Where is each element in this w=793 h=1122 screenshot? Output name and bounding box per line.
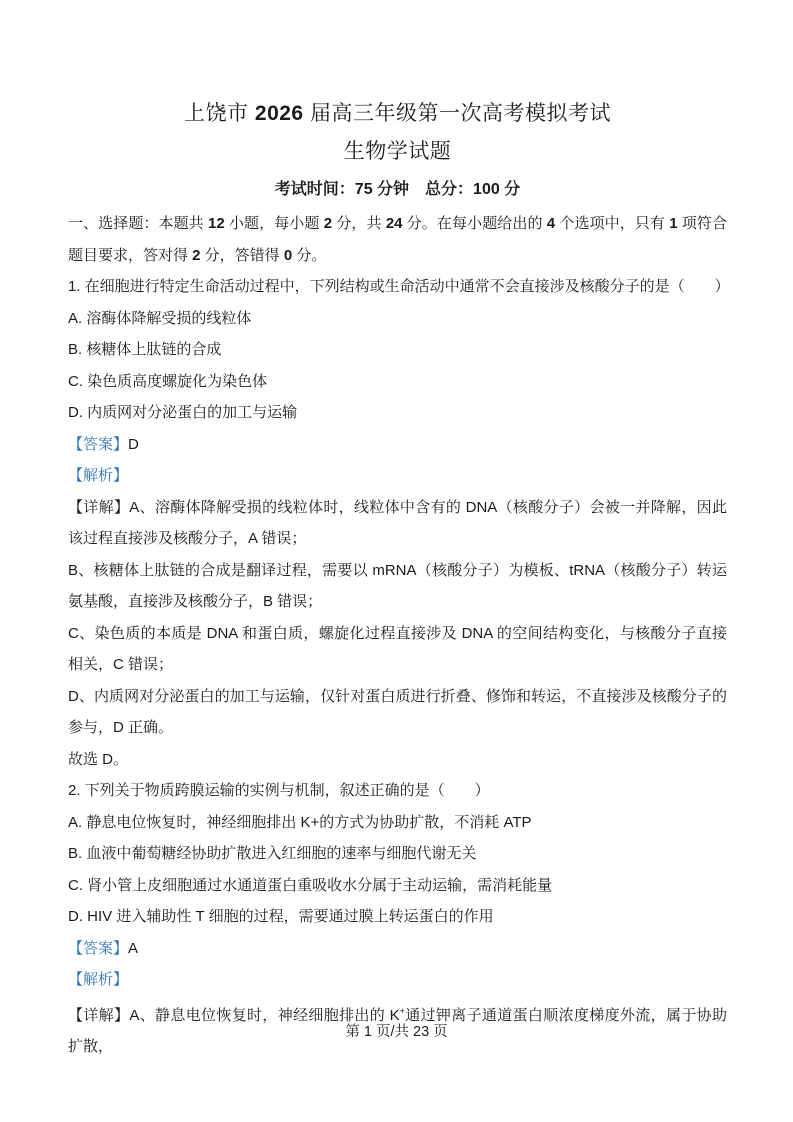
text-segment: D. 内质网对分泌蛋白的加工与运输 (68, 404, 298, 421)
text-segment: 分。在每小题给出的 (402, 215, 547, 232)
text-segment: 通过钾离子通道蛋白顺浓度梯度外流，属于协助扩散， (68, 1006, 727, 1055)
text-segment: B、核糖体上肽链的合成是翻译过程，需要以 mRNA（核酸分子）为模板、tRNA（核酸分子）转运氨基酸，直接涉及核酸分子，B 错误； (68, 561, 727, 610)
text-segment: D、内质网对分泌蛋白的加工与运输，仅针对蛋白质进行折叠、修饰和转运，不直接涉及核酸分子的参与，D 正确。 (68, 687, 727, 736)
section-header (68, 208, 727, 271)
question-2-option-a (68, 807, 727, 839)
page-footer (0, 1020, 793, 1044)
question-1-stem (68, 271, 730, 303)
text-segment: 【详解】A、静息电位恢复时，神经细胞排出的 K (68, 1006, 400, 1024)
text-segment: D. HIV 进入辅助性 T 细胞的过程，需要通过膜上转运蛋白的作用 (68, 908, 494, 925)
text-segment: 考试时间： (274, 181, 355, 198)
question-1-option-a (68, 303, 727, 335)
question-2-option-b (68, 838, 727, 870)
text-segment: 2026 (254, 102, 304, 125)
text-segment: 分 (499, 181, 521, 198)
text-segment: A (128, 939, 139, 957)
question-2-stem (68, 775, 727, 807)
label-tag: 【答案】 (68, 939, 129, 957)
text-segment: 分，共 (332, 215, 386, 232)
text-segment: 届高三年级第一次高考模拟考试 (303, 102, 611, 125)
question-1-option-c (68, 366, 727, 398)
question-2-analysis-label (68, 964, 727, 996)
exam-subtitle (68, 132, 727, 172)
question-1-detail-a (68, 492, 727, 555)
text-segment: 12 (208, 215, 225, 232)
question-1-detail-c (68, 618, 727, 681)
text-segment: 项符合题目要求，答对得 (68, 215, 727, 264)
text-segment: 4 (546, 215, 556, 232)
text-segment: 24 (385, 215, 403, 232)
text-segment: A. 静息电位恢复时，神经细胞排出 K+的方式为协助扩散，不消耗 ATP (68, 813, 532, 831)
text-segment: 1. 在细胞进行特定生命活动过程中，下列结构或生命活动中通常不会直接涉及核酸分子的是（ ） (68, 278, 730, 295)
text-segment: 【详解】A、溶酶体降解受损的线粒体时，线粒体中含有的 DNA（核酸分子）会被一并降解，因此该过程直接涉及核酸分子，A 错误； (68, 498, 727, 547)
text-segment: 分钟 总分： (372, 181, 474, 198)
text-segment: B. 血液中葡萄糖经协助扩散进入红细胞的速率与细胞代谢无关 (68, 845, 477, 862)
text-segment: 一、选择题：本题共 (68, 215, 209, 232)
text-segment: 上饶市 (184, 102, 255, 125)
text-segment: A. 溶酶体降解受损的线粒体 (68, 309, 252, 327)
question-2-option-d (68, 901, 727, 933)
exam-info-line (68, 172, 727, 208)
text-segment: 1 (669, 215, 678, 232)
question-1-option-d (68, 397, 727, 429)
text-segment: C、染色质的本质是 DNA 和蛋白质，螺旋化过程直接涉及 DNA 的空间结构变化，与核酸分子直接相关，C 错误； (68, 624, 727, 673)
text-segment: 2. 下列关于物质跨膜运输的实例与机制，叙述正确的是（ ） (68, 782, 490, 799)
text-segment: 分，答错得 (200, 246, 284, 264)
text-segment: C. 肾小管上皮细胞通过水通道蛋白重吸收水分属于主动运输，需消耗能量 (68, 876, 553, 894)
label-tag: 【答案】 (68, 435, 129, 453)
question-1-conclusion (68, 744, 727, 776)
exam-title (68, 96, 727, 132)
text-segment: 0 (283, 246, 293, 264)
text-segment: 75 (354, 181, 373, 198)
document-content (68, 96, 730, 1063)
text-segment: 故选 D。 (68, 750, 129, 768)
text-segment: D (128, 435, 139, 453)
text-segment: 2 (323, 215, 333, 232)
question-1-detail-d (68, 681, 727, 744)
label-tag: 【解析】 (68, 971, 129, 988)
text-segment: + (399, 1005, 405, 1016)
label-tag: 【解析】 (68, 467, 129, 484)
question-1-detail-b (68, 555, 727, 618)
text-segment: 2 (192, 246, 201, 264)
text-segment: B. 核糖体上肽链的合成 (68, 341, 222, 358)
page-number-text: 第 1 页/共 23 页 (345, 1024, 448, 1040)
text-segment: 小题，每小题 (224, 215, 324, 232)
question-2-answer (68, 933, 727, 965)
text-segment: C. 染色质高度螺旋化为染色体 (68, 372, 268, 390)
question-2-option-c (68, 870, 727, 902)
text-segment: 100 (473, 181, 500, 198)
question-1-option-b (68, 334, 727, 366)
question-1-answer (68, 429, 727, 461)
text-segment: 分。 (292, 246, 327, 264)
text-segment: 个选项中，只有 (555, 215, 670, 232)
text-segment: 生物学试题 (343, 140, 452, 163)
question-1-analysis-label (68, 460, 727, 492)
